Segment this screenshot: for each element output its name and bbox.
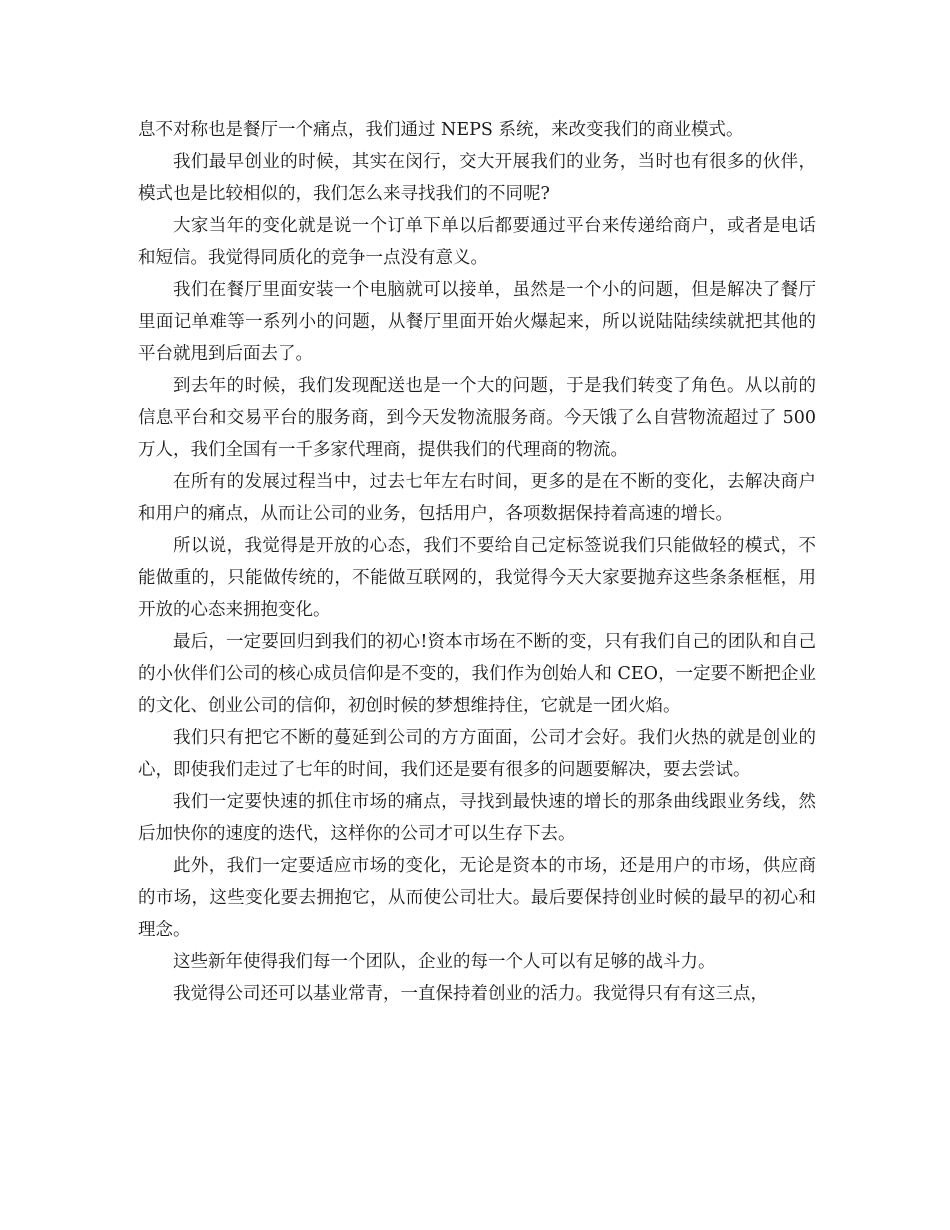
paragraph-3: 大家当年的变化就是说一个订单下单以后都要通过平台来传递给商户，或者是电话和短信。我觉得同质化的竞争一点没有意义。 [138, 216, 816, 268]
paragraph-5: 到去年的时候，我们发现配送也是一个大的问题，于是我们转变了角色。从以前的信息平台和交易平台的服务商，到今天发物流服务商。今天饿了么自营物流超过了 500 万人，我们全国有一千多家代理商，提供我们的代理商的物流。 [138, 376, 816, 460]
paragraph-4: 我们在餐厅里面安装一个电脑就可以接单，虽然是一个小的问题，但是解决了餐厅里面记单难等一系列小的问题，从餐厅里面开始火爆起来，所以说陆陆续续就把其他的平台就甩到后面去了。 [138, 280, 816, 364]
paragraph-1: 息不对称也是餐厅一个痛点，我们通过 NEPS 系统，来改变我们的商业模式。 [138, 120, 744, 140]
paragraph-9: 我们只有把它不断的蔓延到公司的方方面面，公司才会好。我们火热的就是创业的心，即使我们走过了七年的时间，我们还是要有很多的问题要解决，要去尝试。 [138, 728, 816, 780]
paragraph-7: 所以说，我觉得是开放的心态，我们不要给自己定标签说我们只能做轻的模式，不能做重的，只能做传统的，不能做互联网的，我觉得今天大家要抛弃这些条条框框，用开放的心态来拥抱变化。 [138, 536, 816, 620]
paragraph-13: 我觉得公司还可以基业常青，一直保持着创业的活力。我觉得只有有这三点， [173, 984, 768, 1004]
paragraph-8: 最后，一定要回归到我们的初心!资本市场在不断的变，只有我们自己的团队和自己的小伙伴们公司的核心成员信仰是不变的，我们作为创始人和 CEO，一定要不断把企业的文化、创业公司的信仰，初创时候的梦想维持住，它就是一团火焰。 [138, 632, 816, 716]
paragraph-12: 这些新年使得我们每一个团队，企业的每一个人可以有足够的战斗力。 [173, 952, 716, 972]
paragraph-6: 在所有的发展过程当中，过去七年左右时间，更多的是在不断的变化，去解决商户和用户的痛点，从而让公司的业务，包括用户，各项数据保持着高速的增长。 [138, 472, 816, 524]
paragraph-10: 我们一定要快速的抓住市场的痛点，寻找到最快速的增长的那条曲线跟业务线，然后加快你的速度的迭代，这样你的公司才可以生存下去。 [138, 792, 816, 844]
paragraph-11: 此外，我们一定要适应市场的变化，无论是资本的市场，还是用户的市场，供应商的市场，这些变化要去拥抱它，从而使公司壮大。最后要保持创业时候的最早的初心和理念。 [138, 856, 816, 940]
document-body [138, 114, 816, 1010]
paragraph-2: 我们最早创业的时候，其实在闵行，交大开展我们的业务，当时也有很多的伙伴，模式也是比较相似的，我们怎么来寻找我们的不同呢? [138, 152, 816, 204]
